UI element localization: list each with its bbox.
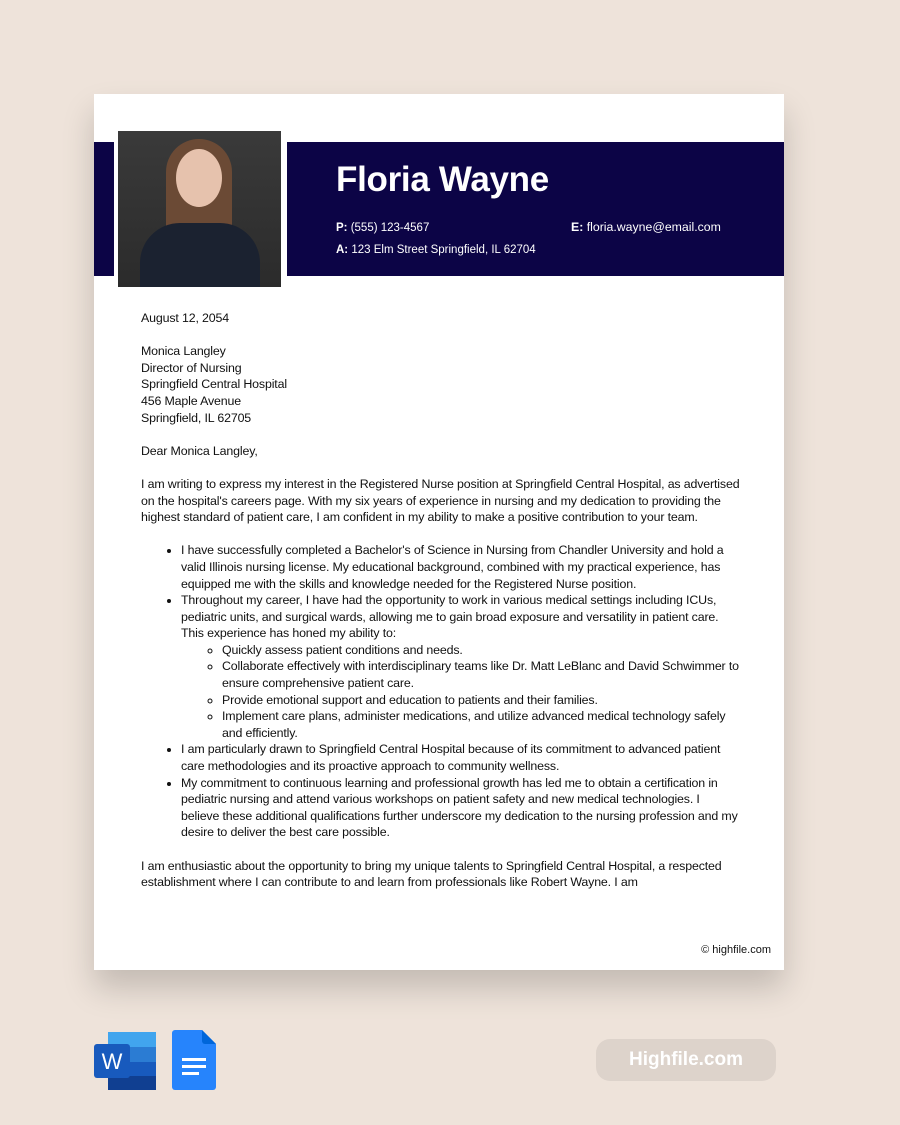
- highfile-badge[interactable]: Highfile.com: [596, 1039, 776, 1081]
- header-banner: [287, 142, 784, 276]
- cover-letter-page: [94, 94, 784, 970]
- recipient-line: Director of Nursing: [141, 360, 242, 375]
- address: [336, 244, 536, 256]
- letter-date: August 12, 2054: [141, 311, 229, 325]
- google-docs-icon[interactable]: [172, 1030, 216, 1090]
- list-item-text: Throughout my career, I have had the opportunity to work in various medical settings including ICUs, pediatric units, and surgical wards, allowing me to gain broad exposure and versatility in patient care. This experience has honed my ability to:: [181, 593, 719, 641]
- closing-paragraph: I am enthusiastic about the opportunity to bring my unique talents to Springfield Central Hospital, a respected establishment where I can contribute to and learn from professionals like Robert Wayne. I am: [141, 858, 722, 890]
- address-value: 123 Elm Street Springfield, IL 62704: [351, 244, 536, 256]
- sub-list-item: ◦ Provide emotional support and education to patients and their families.: [222, 692, 741, 709]
- sub-list-item: ◦ Implement care plans, administer medications, and utilize advanced medical technology safely and efficiently.: [222, 708, 741, 741]
- banner-left-strip: [94, 142, 114, 276]
- sub-list-item: ◦ Quickly assess patient conditions and needs.: [222, 642, 741, 659]
- intro-paragraph: I am writing to express my interest in the Registered Nurse position at Springfield Central Hospital, as advertised on the hospital's careers page. With my six years of experience in nursing and my dedication to providing the highest standard of patient care, I am confident in my ability to make a positive contribution to your team.: [141, 476, 740, 525]
- sub-bullet-list: [181, 642, 741, 742]
- letter-body: [141, 310, 741, 907]
- copyright: © highfile.com: [701, 944, 771, 956]
- address-label: A:: [336, 244, 349, 256]
- bullet-list: [141, 542, 741, 841]
- recipient-line: Springfield Central Hospital: [141, 377, 287, 392]
- sub-list-item: ◦ Collaborate effectively with interdisciplinary teams like Dr. Matt LeBlanc and David Schwimmer to ensure comprehensive patient care.: [222, 658, 741, 691]
- word-icon[interactable]: [94, 1032, 156, 1090]
- recipient-line: 456 Maple Avenue: [141, 393, 242, 408]
- phone: [336, 222, 429, 234]
- email-value: floria.wayne@email.com: [586, 220, 721, 234]
- recipient-block: [141, 343, 741, 426]
- email: [571, 220, 721, 234]
- profile-photo: [118, 131, 281, 287]
- email-label: E:: [571, 220, 584, 234]
- recipient-line: Monica Langley: [141, 344, 226, 359]
- list-item: [181, 592, 741, 741]
- list-item: • I have successfully completed a Bachelor's of Science in Nursing from Chandler University and hold a valid Illinois nursing license. My educational background, combined with my practical experience, has equipped me with the skills and knowledge needed for the Registered Nurse position.: [181, 542, 741, 592]
- phone-label: P:: [336, 222, 348, 234]
- svg-text:W: W: [101, 1049, 123, 1074]
- list-item: • My commitment to continuous learning and professional growth has led me to obtain a certification in pediatric nursing and attend various workshops on patient safety and new medical technologies. I believe these additional qualifications further underscore my dedication to the nursing profession and my desire to deliver the best care possible.: [181, 775, 741, 841]
- applicant-name: Floria Wayne: [336, 160, 549, 199]
- salutation: Dear Monica Langley,: [141, 443, 258, 458]
- phone-value: (555) 123-4567: [350, 222, 430, 234]
- recipient-line: Springfield, IL 62705: [141, 410, 252, 425]
- list-item: • I am particularly drawn to Springfield Central Hospital because of its commitment to advanced patient care methodologies and its proactive approach to community wellness.: [181, 741, 741, 774]
